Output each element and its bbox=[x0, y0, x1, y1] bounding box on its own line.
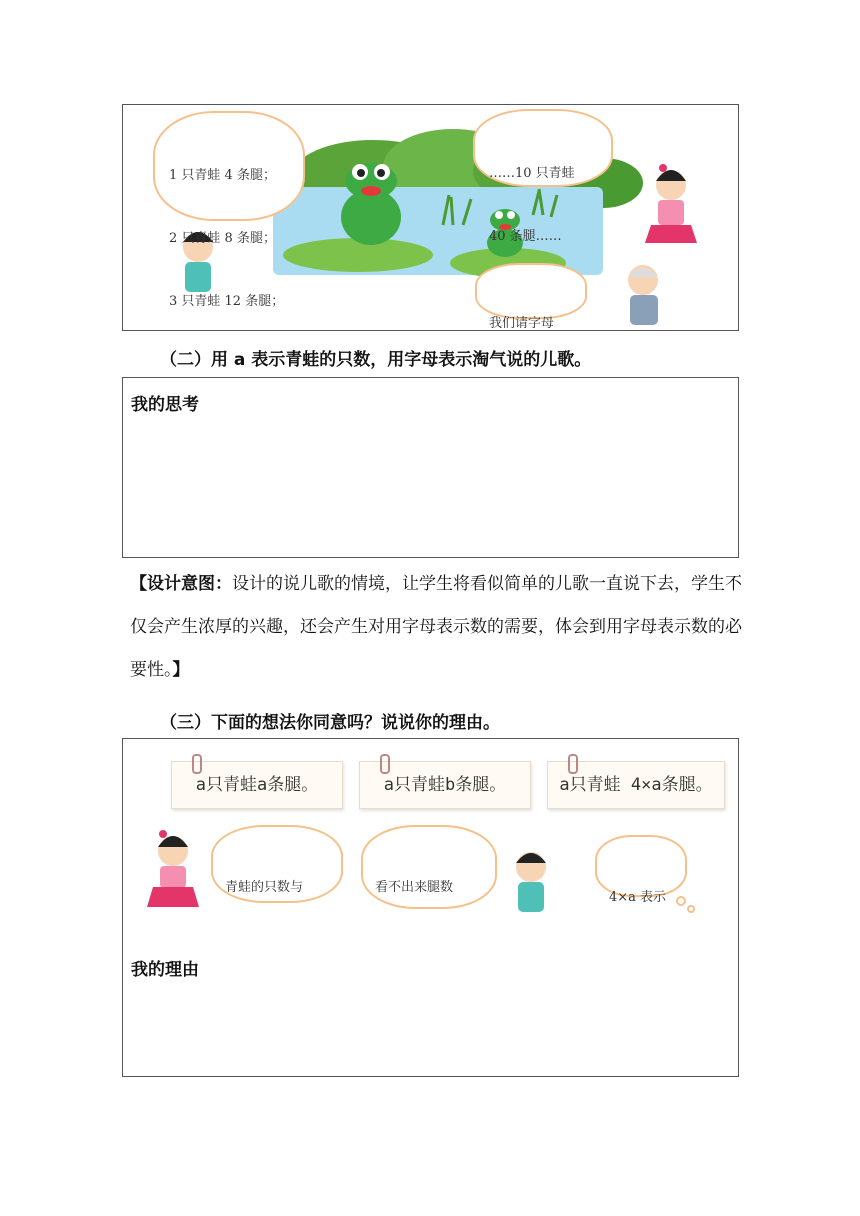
statement-text: a只青蛙 4×a条腿。 bbox=[559, 775, 713, 795]
my-thinking-label: 我的思考 bbox=[131, 395, 199, 415]
bubble-line: 青蛙的只数与 bbox=[225, 880, 304, 895]
design-intent-label: 【设计意图： bbox=[130, 574, 232, 594]
my-reason-box bbox=[122, 933, 739, 1077]
thought-bubble-right bbox=[595, 835, 687, 905]
bubble-line: 3 只青蛙 12 条腿； bbox=[169, 294, 285, 309]
bubble-line: 看不出来腿数 bbox=[375, 880, 454, 895]
statement-text: a只青蛙b条腿。 bbox=[383, 775, 507, 795]
my-thinking-box bbox=[122, 377, 739, 558]
section-three-heading: （三）下面的想法你同意吗？说说你的理由。 bbox=[160, 713, 500, 733]
bubble-line: 2 只青蛙 8 条腿； bbox=[169, 231, 276, 246]
speech-bubble-grandpa bbox=[475, 263, 587, 331]
statement-text: a只青蛙a条腿。 bbox=[195, 775, 319, 795]
bubble-line: 40 条腿…… bbox=[489, 229, 562, 244]
design-intent-close: 】 bbox=[172, 660, 190, 680]
frog-rhyme-figure bbox=[122, 104, 739, 331]
bubble-line: 4×a 表示 bbox=[609, 890, 667, 905]
speech-bubble-boy bbox=[153, 111, 305, 309]
design-intent-text: 设计的说儿歌的情境，让学生将看似简单的儿歌一直说下去，学生不仅会产生浓厚的兴趣，还会产生对用字母表示数的需要，体会到用字母表示数的必要性。 bbox=[130, 574, 742, 680]
section-two-heading: （二）用 a 表示青蛙的只数，用字母表示淘气说的儿歌。 bbox=[160, 350, 592, 370]
speech-bubble-middle bbox=[361, 825, 497, 909]
bubble-line: 1 只青蛙 4 条腿； bbox=[169, 168, 276, 183]
bubble-line: ……10 只青蛙 bbox=[489, 166, 575, 181]
bubble-line: 我们请字母 bbox=[489, 316, 555, 331]
my-reason-label: 我的理由 bbox=[131, 960, 199, 980]
speech-bubble-girl bbox=[473, 109, 613, 244]
opinion-figure bbox=[122, 738, 739, 933]
design-intent-paragraph bbox=[130, 563, 742, 692]
speech-bubble-girl bbox=[211, 825, 343, 903]
